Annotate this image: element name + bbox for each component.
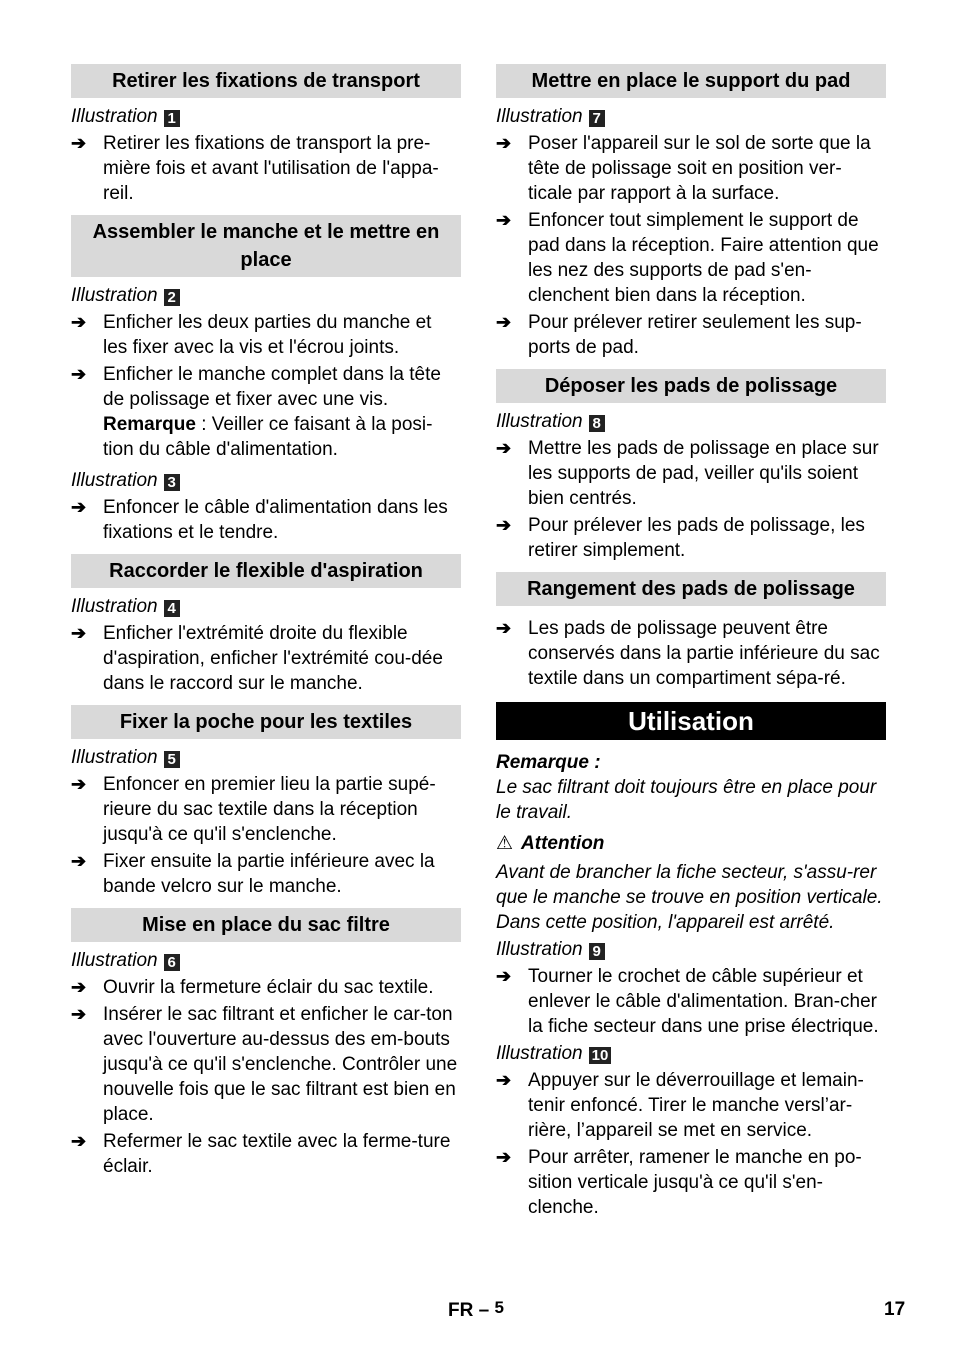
- step-text: Les pads de polissage peuvent être conservés dans la partie inférieure du sac textile dans un compartiment sépa-ré.: [528, 618, 880, 689]
- figure-number: 6: [164, 954, 180, 971]
- figure-number: 2: [164, 289, 180, 306]
- list-item: [496, 310, 886, 360]
- figure-number: 4: [164, 600, 180, 617]
- section-heading: Mise en place du sac filtre: [71, 908, 461, 942]
- arrow-right-icon: ➔: [71, 497, 87, 517]
- step-text: Ouvrir la fermeture éclair du sac textile.: [103, 977, 434, 998]
- step-text: Retirer les fixations de transport la pre-mière fois et avant l'utilisation de l'appa-reil.: [103, 133, 439, 204]
- list-item: [71, 621, 461, 696]
- step-text: Enfoncer le câble d'alimentation dans les fixations et le tendre.: [103, 497, 448, 543]
- arrow-right-icon: ➔: [496, 133, 512, 153]
- footer-lang: FR: [448, 1300, 474, 1321]
- footer-dash: –: [478, 1300, 490, 1321]
- figure-number: 5: [164, 751, 180, 768]
- step-text: Insérer le sac filtrant et enficher le car-ton avec l'ouverture au-dessus des em-bouts jusqu'à ce qu'il s'enclenche. Contrôler une nouvelle fois que le sac filtrant est bien en place.: [103, 1004, 458, 1125]
- list-item: [496, 131, 886, 206]
- section-heading: Déposer les pads de polissage: [496, 369, 886, 403]
- remark-text: : Veiller ce faisant à la posi-tion du câble d'alimentation.: [103, 414, 433, 460]
- illustration-label: Illustration: [71, 106, 158, 127]
- right-column: [496, 64, 886, 1220]
- figure-number: 7: [589, 110, 605, 127]
- warning-triangle-icon: ⚠: [496, 833, 514, 854]
- illustration-ref: [71, 283, 461, 308]
- arrow-right-icon: ➔: [496, 515, 512, 535]
- step-text: Fixer ensuite la partie inférieure avec la bande velcro sur le manche.: [103, 851, 435, 897]
- section-heading: Fixer la poche pour les textiles: [71, 705, 461, 739]
- arrow-right-icon: ➔: [71, 623, 87, 643]
- section-heading: Retirer les fixations de transport: [71, 64, 461, 98]
- figure-number: 3: [164, 474, 180, 491]
- illustration-label: Illustration: [496, 411, 583, 432]
- section-heading: Assembler le manche et le mettre en place: [71, 215, 461, 277]
- step-text: Appuyer sur le déverrouillage et lemain-tenir enfoncé. Tirer le manche versl’ar-rière, l’appareil se met en service.: [528, 1070, 864, 1141]
- arrow-right-icon: ➔: [496, 210, 512, 230]
- remark-label: Remarque: [103, 414, 196, 435]
- remark-note: [71, 412, 461, 462]
- step-text: Enfoncer tout simplement le support de pad dans la réception. Faire attention que les nez des supports de pad s'en-clenchent bien dans la réception.: [528, 210, 879, 306]
- illustration-label: Illustration: [71, 596, 158, 617]
- list-item: [71, 1002, 461, 1127]
- list-item: [71, 310, 461, 360]
- list-item: [71, 772, 461, 847]
- section-heading: Raccorder le flexible d'aspiration: [71, 554, 461, 588]
- figure-number: 10: [589, 1047, 612, 1064]
- list-item: [71, 495, 461, 545]
- arrow-right-icon: ➔: [71, 851, 87, 871]
- illustration-ref: [496, 937, 886, 962]
- arrow-right-icon: ➔: [71, 312, 87, 332]
- section-heading: Mettre en place le support du pad: [496, 64, 886, 98]
- figure-number: 1: [164, 110, 180, 127]
- list-item: [71, 1129, 461, 1179]
- illustration-ref: [71, 948, 461, 973]
- illustration-label: Illustration: [71, 285, 158, 306]
- arrow-right-icon: ➔: [496, 438, 512, 458]
- illustration-label: Illustration: [71, 950, 158, 971]
- illustration-label: Illustration: [496, 939, 583, 960]
- arrow-right-icon: ➔: [496, 1147, 512, 1167]
- step-text: Enficher le manche complet dans la tête de polissage et fixer avec une vis.: [103, 364, 441, 410]
- footer-section-page: 5: [494, 1298, 504, 1317]
- illustration-label: Illustration: [496, 106, 583, 127]
- attention-text: Avant de brancher la fiche secteur, s'assu-rer que le manche se trouve en position verticale. Dans cette position, l'appareil est arrêté.: [496, 862, 883, 933]
- list-item: [496, 964, 886, 1039]
- illustration-label: Illustration: [71, 747, 158, 768]
- illustration-ref: [496, 104, 886, 129]
- arrow-right-icon: ➔: [496, 618, 512, 638]
- step-text: Mettre les pads de polissage en place sur les supports de pad, veiller qu'ils soient bien centrés.: [528, 438, 879, 509]
- illustration-ref: [496, 409, 886, 434]
- list-item: [71, 131, 461, 206]
- list-item: [71, 975, 461, 1000]
- step-text: Tourner le crochet de câble supérieur et enlever le câble d'alimentation. Bran-cher la fiche secteur dans une prise électrique.: [528, 966, 879, 1037]
- chapter-heading: Utilisation: [496, 702, 886, 740]
- illustration-ref: [71, 745, 461, 770]
- remark-text: Le sac filtrant doit toujours être en place pour le travail.: [496, 777, 877, 823]
- step-text: Pour prélever les pads de polissage, les retirer simplement.: [528, 515, 865, 561]
- figure-number: 8: [589, 415, 605, 432]
- list-item: [496, 616, 886, 691]
- illustration-label: Illustration: [71, 470, 158, 491]
- footer-section-marker: [448, 1298, 504, 1322]
- attention-heading: [496, 831, 886, 856]
- arrow-right-icon: ➔: [71, 133, 87, 153]
- list-item: [496, 208, 886, 308]
- step-text: Poser l'appareil sur le sol de sorte que la tête de polissage soit en position ver-ticale par rapport à la surface.: [528, 133, 871, 204]
- illustration-ref: [496, 1041, 886, 1066]
- list-item: [496, 436, 886, 511]
- step-text: Refermer le sac textile avec la ferme-ture éclair.: [103, 1131, 451, 1177]
- illustration-ref: [71, 594, 461, 619]
- section-heading: Rangement des pads de polissage: [496, 572, 886, 606]
- step-text: Pour arrêter, ramener le manche en po-sition verticale jusqu'à ce qu'il s'en-clenche.: [528, 1147, 862, 1218]
- list-item: [496, 1145, 886, 1220]
- arrow-right-icon: ➔: [496, 1070, 512, 1090]
- step-text: Pour prélever retirer seulement les sup-ports de pad.: [528, 312, 862, 358]
- list-item: [496, 1068, 886, 1143]
- list-item: [496, 513, 886, 563]
- step-text: Enficher les deux parties du manche et les fixer avec la vis et l'écrou joints.: [103, 312, 432, 358]
- page-number: 17: [884, 1299, 906, 1320]
- arrow-right-icon: ➔: [71, 364, 87, 384]
- figure-number: 9: [589, 943, 605, 960]
- remark-label: Remarque :: [496, 752, 601, 773]
- arrow-right-icon: ➔: [496, 966, 512, 986]
- list-item: [71, 362, 461, 412]
- left-column: [71, 64, 461, 1179]
- arrow-right-icon: ➔: [71, 1004, 87, 1024]
- illustration-ref: [71, 104, 461, 129]
- step-text: Enfoncer en premier lieu la partie supé-rieure du sac textile dans la réception jusqu'à ce qu'il s'enclenche.: [103, 774, 436, 845]
- illustration-ref: [71, 468, 461, 493]
- illustration-label: Illustration: [496, 1043, 583, 1064]
- step-text: Enficher l'extrémité droite du flexible d'aspiration, enficher l'extrémité cou-dée dans le raccord sur le manche.: [103, 623, 443, 694]
- arrow-right-icon: ➔: [71, 977, 87, 997]
- arrow-right-icon: ➔: [71, 1131, 87, 1151]
- list-item: [71, 849, 461, 899]
- arrow-right-icon: ➔: [496, 312, 512, 332]
- attention-label: Attention: [521, 833, 605, 854]
- arrow-right-icon: ➔: [71, 774, 87, 794]
